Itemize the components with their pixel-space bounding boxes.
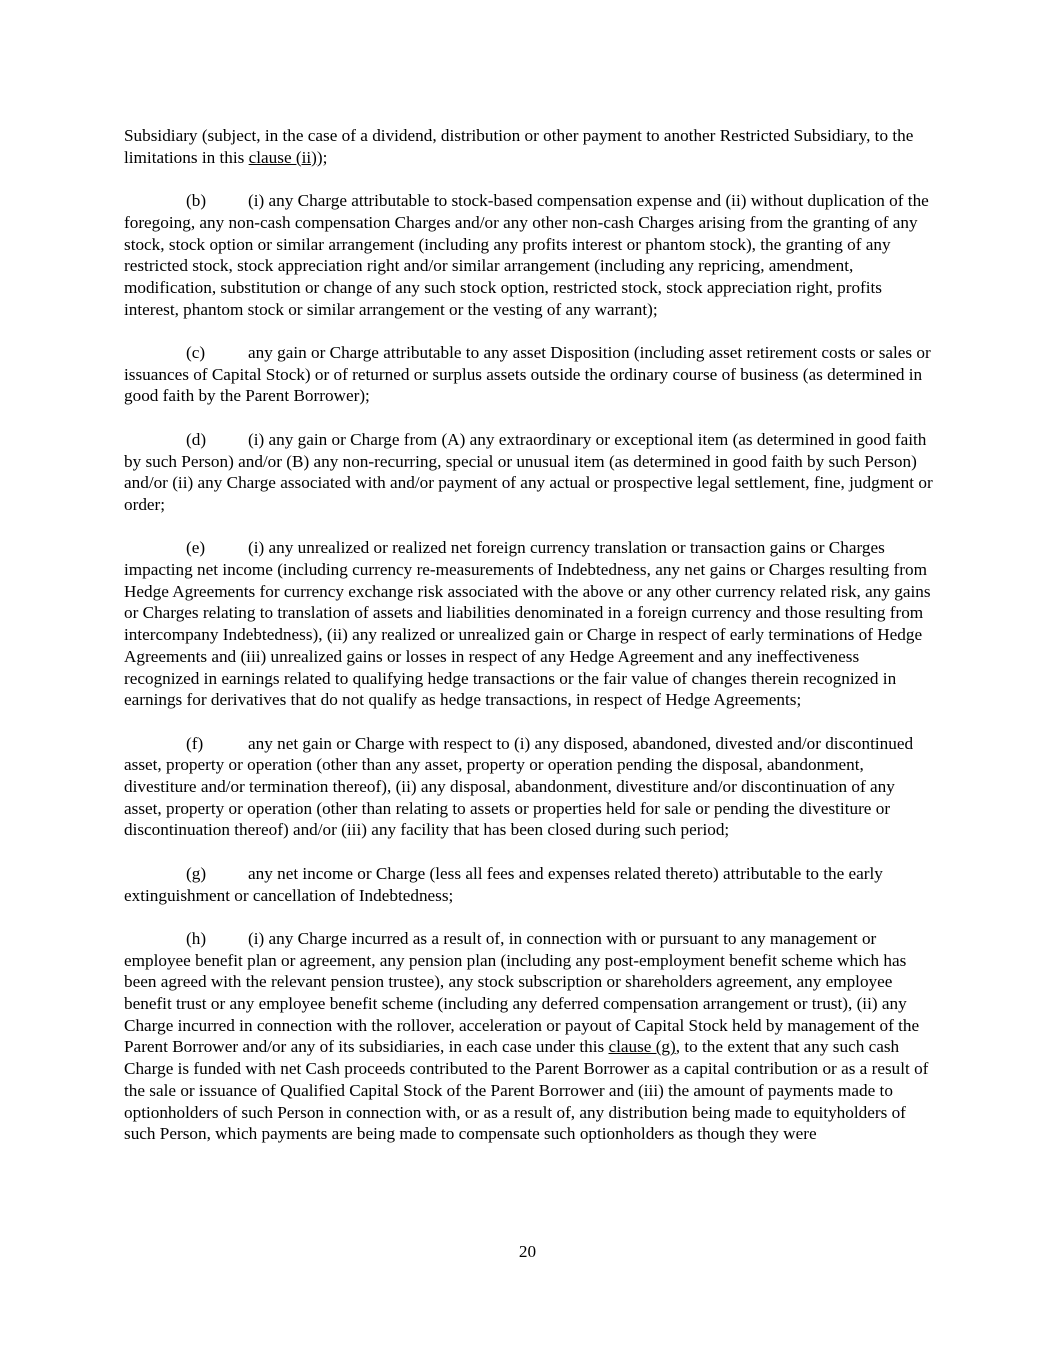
paragraph-e [124,537,936,711]
paragraph-continuation-text: Subsidiary (subject, in the case of a dividend, distribution or other payment to another Restricted Subsidiary, to the limitations in this [124,126,914,167]
paragraph-f [124,733,936,842]
paragraph-continuation-tail: ); [316,147,328,167]
paragraph-d-label: (d) [186,429,207,449]
paragraph-d-text: (i) any gain or Charge from (A) any extraordinary or exceptional item (as determined in good faith by such Person) and/or (B) any non-recurring, special or unusual item (as determined in good faith by such Person) and/or (ii) any Charge associated with and/or payment of any actual or prospective legal settlement, fine, judgment or order; [124,429,933,514]
paragraph-g-text: any net income or Charge (less all fees and expenses related thereto) attributable to the early extinguishment or cancellation of Indebtedness; [124,863,883,905]
paragraph-h-label: (h) [186,928,207,948]
paragraph-c-label: (c) [186,343,206,362]
paragraph-h [124,928,936,1145]
paragraph-b-text: (i) any Charge attributable to stock-based compensation expense and (ii) without duplication of the foregoing, any non-cash compensation Charges and/or any other non-cash Charges arising from the granting of any stock, stock option or similar arrangement (including any profits interest or phantom stock), the granting of any restricted stock, stock appreciation right and/or similar arrangement (including any repricing, amendment, modification, substitution or change of any such stock option, restricted stock, stock appreciation right, profits interest, phantom stock or similar arrangement or the vesting of any warrant); [124,191,929,319]
paragraph-h-tail: , to the extent that any such cash Charge is funded with net Cash proceeds contributed to the Parent Borrower as a capital contribution or as a result of the sale or issuance of Qualified Capital Stock of the Parent Borrower and (iii) the amount of payments made to optionholders of such Person in connection with, or as a result of, any distribution being made to equityholders of such Person, which payments are being made to compensate such optionholders as though they were [124,1037,929,1144]
document-body [124,125,936,1167]
paragraph-f-text: any net gain or Charge with respect to (i) any disposed, abandoned, divested and/or discontinued asset, property or operation (other than any asset, property or operation pending the disposal, abandonment, divestiture and/or termination thereof), (ii) any disposal, abandonment, divestiture and/or discontinuation of any asset, property or operation (other than relating to assets or properties held for sale or pending the divestiture or discontinuation thereof) and/or (iii) any facility that has been closed during such period; [124,733,914,840]
paragraph-d [124,429,936,516]
paragraph-continuation [124,125,936,168]
clause-ii-reference: clause (ii) [248,147,317,167]
paragraph-h-text: (i) any Charge incurred as a result of, in connection with or pursuant to any management or employee benefit plan or agreement, any pension plan (including any post-employment benefit scheme which has been agreed with the relevant pension trustee), any stock subscription or shareholders agreement, any employee benefit trust or any employee benefit scheme (including any deferred compensation arrangement or trust), (ii) any Charge incurred in connection with the rollover, acceleration or payout of Capital Stock held by management of the Parent Borrower and/or any of its subsidiaries, in each case under this [124,928,920,1057]
paragraph-c-text: any gain or Charge attributable to any asset Disposition (including asset retirement costs or sales or issuances of Capital Stock) or of returned or surplus assets outside the ordinary course of business (as determined in good faith by the Parent Borrower); [124,343,931,406]
page-number: 20 [518,1242,537,1261]
paragraph-b [124,190,936,320]
paragraph-g-label: (g) [186,863,207,883]
paragraph-g [124,863,936,906]
paragraph-c [124,342,936,407]
paragraph-e-text: (i) any unrealized or realized net foreign currency translation or transaction gains or Charges impacting net income (including currency re-measurements of Indebtedness, any net gains or Charges resulting from Hedge Agreements for currency exchange risk associated with the above or any other currency related risk, any gains or Charges relating to translation of assets and liabilities denominated in a foreign currency and those resulting from intercompany Indebtedness), (ii) any realized or unrealized gain or Charge in respect of early terminations of Hedge Agreements and (iii) unrealized gains or losses in respect of any Hedge Agreement and any ineffectiveness recognized in earnings related to qualifying hedge transactions or the fair value of changes therein recognized in earnings for derivatives that do not qualify as hedge transactions, in respect of Hedge Agreements; [124,538,931,710]
paragraph-b-label: (b) [186,191,207,211]
paragraph-f-label: (f) [186,733,204,753]
paragraph-e-label: (e) [186,538,206,558]
clause-g-reference: clause (g) [608,1037,676,1057]
